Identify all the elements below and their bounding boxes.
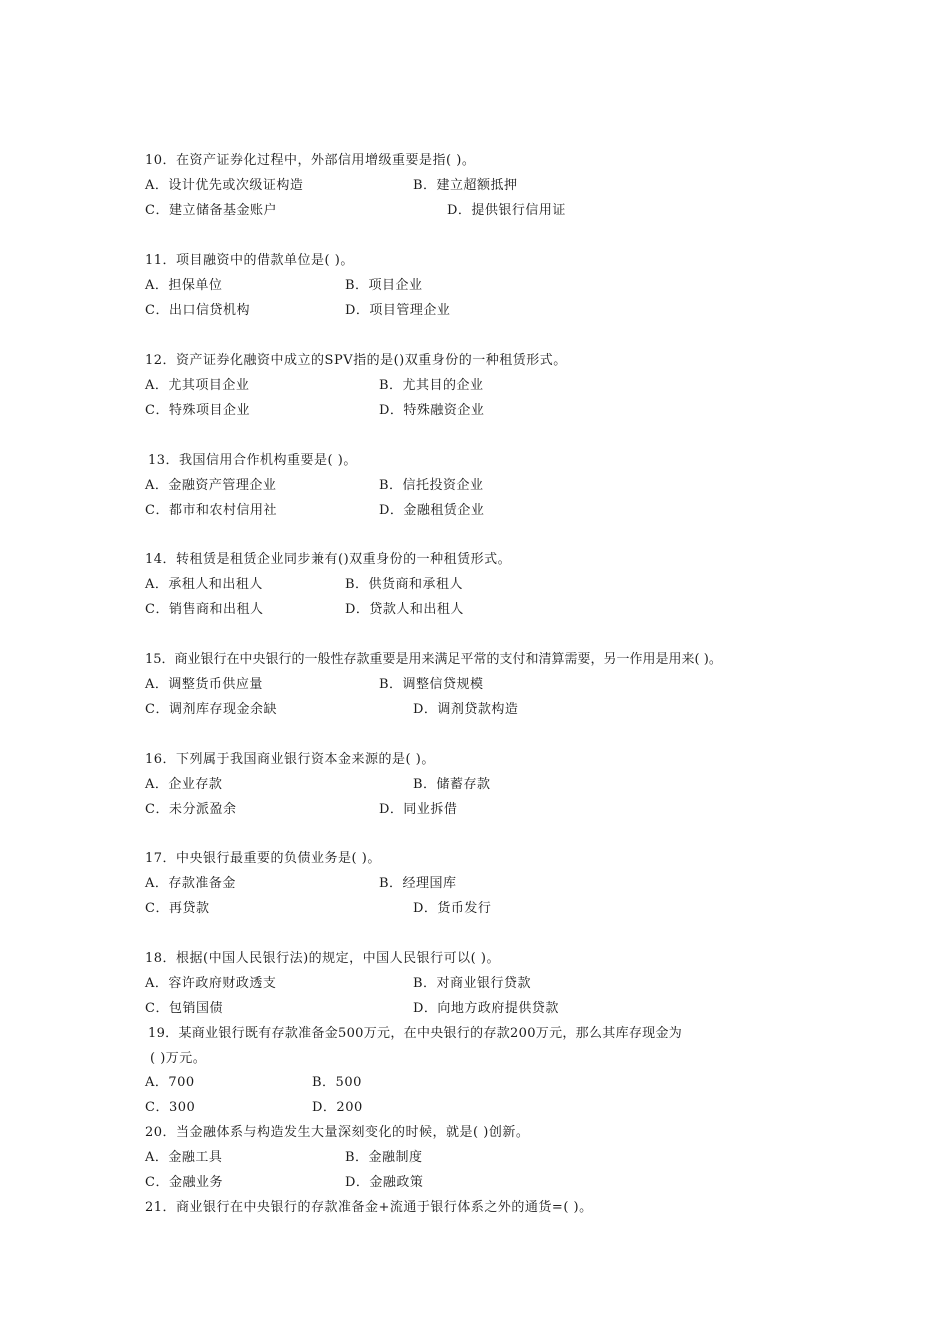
question-16-option-b: B．储蓄存款 bbox=[413, 777, 491, 792]
question-19-stem: 19．某商业银行既有存款准备金500万元，在中央银行的存款200万元，那么其库存现金为 bbox=[148, 1026, 683, 1041]
question-14-stem: 14．转租赁是租赁企业同步兼有()双重身份的一种租赁形式。 bbox=[145, 552, 512, 567]
question-15-option-b: B．调整信贷规模 bbox=[379, 677, 484, 692]
question-11-option-a: A．担保单位 bbox=[145, 278, 223, 293]
question-14-option-b: B．供货商和承租人 bbox=[345, 577, 464, 592]
question-15-option-d: D．调剂贷款构造 bbox=[413, 702, 519, 717]
question-18-option-a: A．容许政府财政透支 bbox=[145, 976, 277, 991]
question-10-stem: 10．在资产证券化过程中，外部信用增级重要是指( )。 bbox=[145, 153, 476, 168]
question-18-option-b: B．对商业银行贷款 bbox=[413, 976, 532, 991]
question-12-option-b: B．尤其目的企业 bbox=[379, 378, 484, 393]
question-14-option-c: C．销售商和出租人 bbox=[145, 602, 264, 617]
question-11-option-b: B．项目企业 bbox=[345, 278, 423, 293]
question-18-stem: 18．根据(中国人民银行法)的规定，中国人民银行可以( )。 bbox=[145, 951, 500, 966]
question-14-option-a: A．承租人和出租人 bbox=[145, 577, 263, 592]
question-17-option-c: C．再贷款 bbox=[145, 901, 210, 916]
question-10-option-b: B．建立超额抵押 bbox=[413, 178, 518, 193]
question-13-option-c: C．都市和农村信用社 bbox=[145, 503, 277, 518]
question-20-stem: 20．当金融体系与构造发生大量深刻变化的时候，就是( )创新。 bbox=[145, 1125, 530, 1140]
question-12-option-a: A．尤其项目企业 bbox=[145, 378, 250, 393]
question-10-option-c: C．建立储备基金账户 bbox=[145, 203, 277, 218]
question-13-option-b: B．信托投资企业 bbox=[379, 478, 484, 493]
question-17-option-d: D．货币发行 bbox=[413, 901, 492, 916]
question-15-option-a: A．调整货币供应量 bbox=[145, 677, 263, 692]
question-12-stem: 12．资产证券化融资中成立的SPV指的是()双重身份的一种租赁形式。 bbox=[145, 353, 567, 368]
question-17-option-a: A．存款准备金 bbox=[145, 876, 236, 891]
question-17-stem: 17．中央银行最重要的负债业务是( )。 bbox=[145, 851, 381, 866]
question-16-option-c: C．未分派盈余 bbox=[145, 802, 237, 817]
question-11-stem: 11．项目融资中的借款单位是( )。 bbox=[145, 253, 354, 268]
question-20-option-d: D．金融政策 bbox=[345, 1175, 424, 1190]
question-10-option-a: A．设计优先或次级证构造 bbox=[145, 178, 304, 193]
question-20-option-a: A．金融工具 bbox=[145, 1150, 223, 1165]
question-11-option-d: D．项目管理企业 bbox=[345, 303, 451, 318]
question-15-option-c: C．调剂库存现金余缺 bbox=[145, 702, 277, 717]
question-13-stem: 13．我国信用合作机构重要是( )。 bbox=[148, 453, 357, 468]
question-18-option-d: D．向地方政府提供贷款 bbox=[413, 1001, 559, 1016]
question-12-option-c: C．特殊项目企业 bbox=[145, 403, 250, 418]
question-20-option-c: C．金融业务 bbox=[145, 1175, 223, 1190]
question-16-stem: 16．下列属于我国商业银行资本金来源的是( )。 bbox=[145, 752, 435, 767]
question-15-stem: 15．商业银行在中央银行的一般性存款重要是用来满足平常的支付和清算需要，另一作用是用来( )。 bbox=[145, 652, 722, 667]
question-21-stem: 21．商业银行在中央银行的存款准备金+流通于银行体系之外的通货=( )。 bbox=[145, 1200, 593, 1215]
question-13-option-d: D．金融租赁企业 bbox=[379, 503, 485, 518]
question-18-option-c: C．包销国债 bbox=[145, 1001, 223, 1016]
question-19-option-c: C．300 bbox=[145, 1100, 196, 1115]
question-17-option-b: B．经理国库 bbox=[379, 876, 457, 891]
question-16-option-d: D．同业拆借 bbox=[379, 802, 458, 817]
question-10-option-d: D．提供银行信用证 bbox=[447, 203, 566, 218]
question-19-option-d: D．200 bbox=[312, 1100, 363, 1115]
question-19-option-a: A．700 bbox=[145, 1075, 195, 1090]
question-19-option-b: B．500 bbox=[312, 1075, 362, 1090]
question-11-option-c: C．出口信贷机构 bbox=[145, 303, 250, 318]
question-19-stem-continued: ( )万元。 bbox=[150, 1051, 207, 1066]
question-20-option-b: B．金融制度 bbox=[345, 1150, 423, 1165]
question-14-option-d: D．贷款人和出租人 bbox=[345, 602, 464, 617]
question-12-option-d: D．特殊融资企业 bbox=[379, 403, 485, 418]
question-16-option-a: A．企业存款 bbox=[145, 777, 223, 792]
question-13-option-a: A．金融资产管理企业 bbox=[145, 478, 277, 493]
